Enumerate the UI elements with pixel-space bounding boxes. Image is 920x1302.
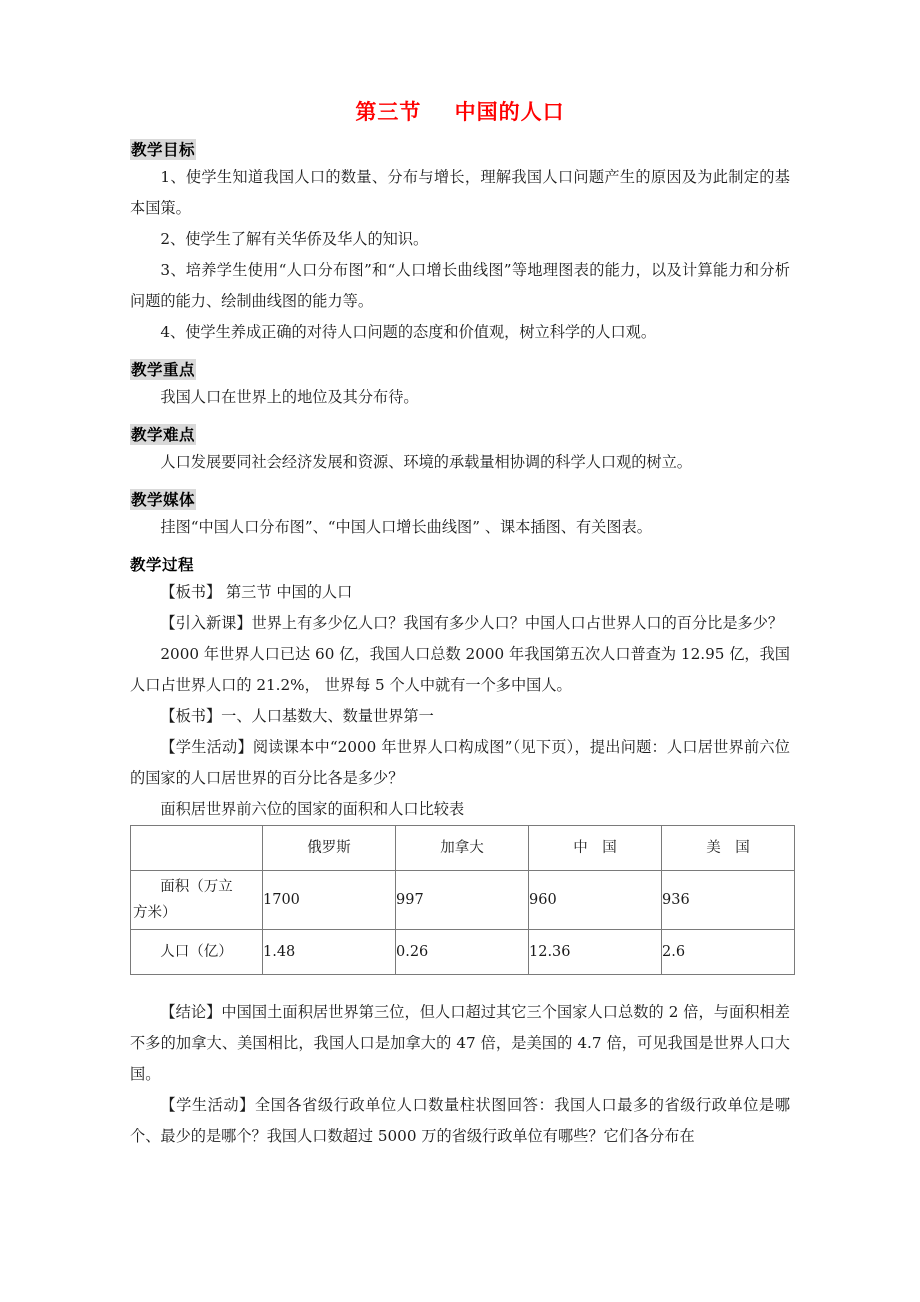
process-item-2: 【引入新课】世界上有多少亿人口？我国有多少人口？中国人口占世界人口的百分比是多少？ [160, 613, 784, 632]
heading-label: 教学难点 [131, 424, 196, 444]
table-header-cell-blank [131, 825, 263, 870]
table-row-label-area [131, 870, 263, 929]
process-item-5: 【学生活动】阅读课本中“2000 年世界人口构成图”（见下页），提出问题：人口居世界前六位的国家的人口居世界的百分比各是多少？ [130, 737, 790, 787]
table-row-population [131, 929, 795, 974]
table-cell-pop-usa: 2.6 [662, 929, 795, 974]
process-item-4: 【板书】一、人口基数大、数量世界第一 [160, 706, 434, 725]
table-caption: 面积居世界前六位的国家的面积和人口比较表 [160, 799, 465, 818]
table-cell-area-china: 960 [529, 870, 662, 929]
key-points-text: 我国人口在世界上的地位及其分布待。 [160, 387, 419, 406]
row-label-line2: 方米） [133, 904, 177, 921]
difficulties-text: 人口发展要同社会经济发展和资源、环境的承载量相协调的科学人口观的树立。 [160, 452, 692, 471]
table-spacer [130, 975, 790, 997]
row-label-line1: 面积（万立 [160, 878, 233, 895]
table-row-area [131, 870, 795, 929]
page-title: 第三节 中国的人口 [355, 99, 565, 124]
heading-label: 教学重点 [131, 359, 196, 379]
objective-item-1: 1、使学生知道我国人口的数量、分布与增长，理解我国人口问题产生的原因及为此制定的基本国策。 [130, 167, 790, 217]
section-heading-difficulties [130, 413, 790, 447]
section-heading-media [130, 478, 790, 512]
heading-label: 教学目标 [131, 139, 196, 159]
media-text: 挂图“中国人口分布图”、“中国人口增长曲线图” 、课本插图、有关图表。 [160, 517, 652, 536]
row-label-line1: 人口（亿） [160, 943, 233, 960]
table-cell-pop-china: 12.36 [529, 929, 662, 974]
table-cell-area-canada: 997 [396, 870, 529, 929]
objective-item-4: 4、使学生养成正确的对待人口问题的态度和价值观，树立科学的人口观。 [160, 322, 657, 341]
process-item-1: 【板书】 第三节 中国的人口 [160, 582, 353, 601]
table-header-cell-russia: 俄罗斯 [263, 825, 396, 870]
heading-label: 教学过程 [130, 554, 195, 574]
table-cell-pop-canada: 0.26 [396, 929, 529, 974]
student-activity-2-text: 【学生活动】全国各省级行政单位人口数量柱状图回答：我国人口最多的省级行政单位是哪个、最少的是哪个？我国人口数超过 5000 万的省级行政单位有哪些？它们各分布在 [130, 1095, 790, 1145]
section-heading-key-points [130, 348, 790, 382]
table-header-cell-usa: 美 国 [662, 825, 795, 870]
table-cell-pop-russia: 1.48 [263, 929, 396, 974]
section-heading-objectives [130, 128, 790, 162]
conclusion-text: 【结论】中国国土面积居世界第三位，但人口超过其它三个国家人口总数的 2 倍，与面积相差不多的加拿大、美国相比，我国人口是加拿大的 47 倍，是美国的 4.7 倍，可见我国是世界人口大国。 [130, 1002, 790, 1083]
table-cell-area-russia: 1700 [263, 870, 396, 929]
objective-item-2: 2、使学生了解有关华侨及华人的知识。 [160, 229, 429, 248]
table-header-row [131, 825, 795, 870]
heading-label: 教学媒体 [131, 489, 196, 509]
document-content [130, 0, 790, 1152]
table-row-label-population [131, 929, 263, 974]
section-heading-process [130, 543, 790, 577]
objective-item-3: 3、培养学生使用“人口分布图”和“人口增长曲线图”等地理图表的能力，以及计算能力和分析问题的能力、绘制曲线图的能力等。 [130, 260, 790, 310]
comparison-table [130, 825, 795, 975]
table-header-cell-china: 中 国 [529, 825, 662, 870]
table-cell-area-usa: 936 [662, 870, 795, 929]
process-item-3: 2000 年世界人口已达 60 亿，我国人口总数 2000 年我国第五次人口普查为 12.95 亿，我国人口占世界人口的 21.2%， 世界每 5 个人中就有一个多中国人。 [130, 644, 790, 694]
table-header-cell-canada: 加拿大 [396, 825, 529, 870]
